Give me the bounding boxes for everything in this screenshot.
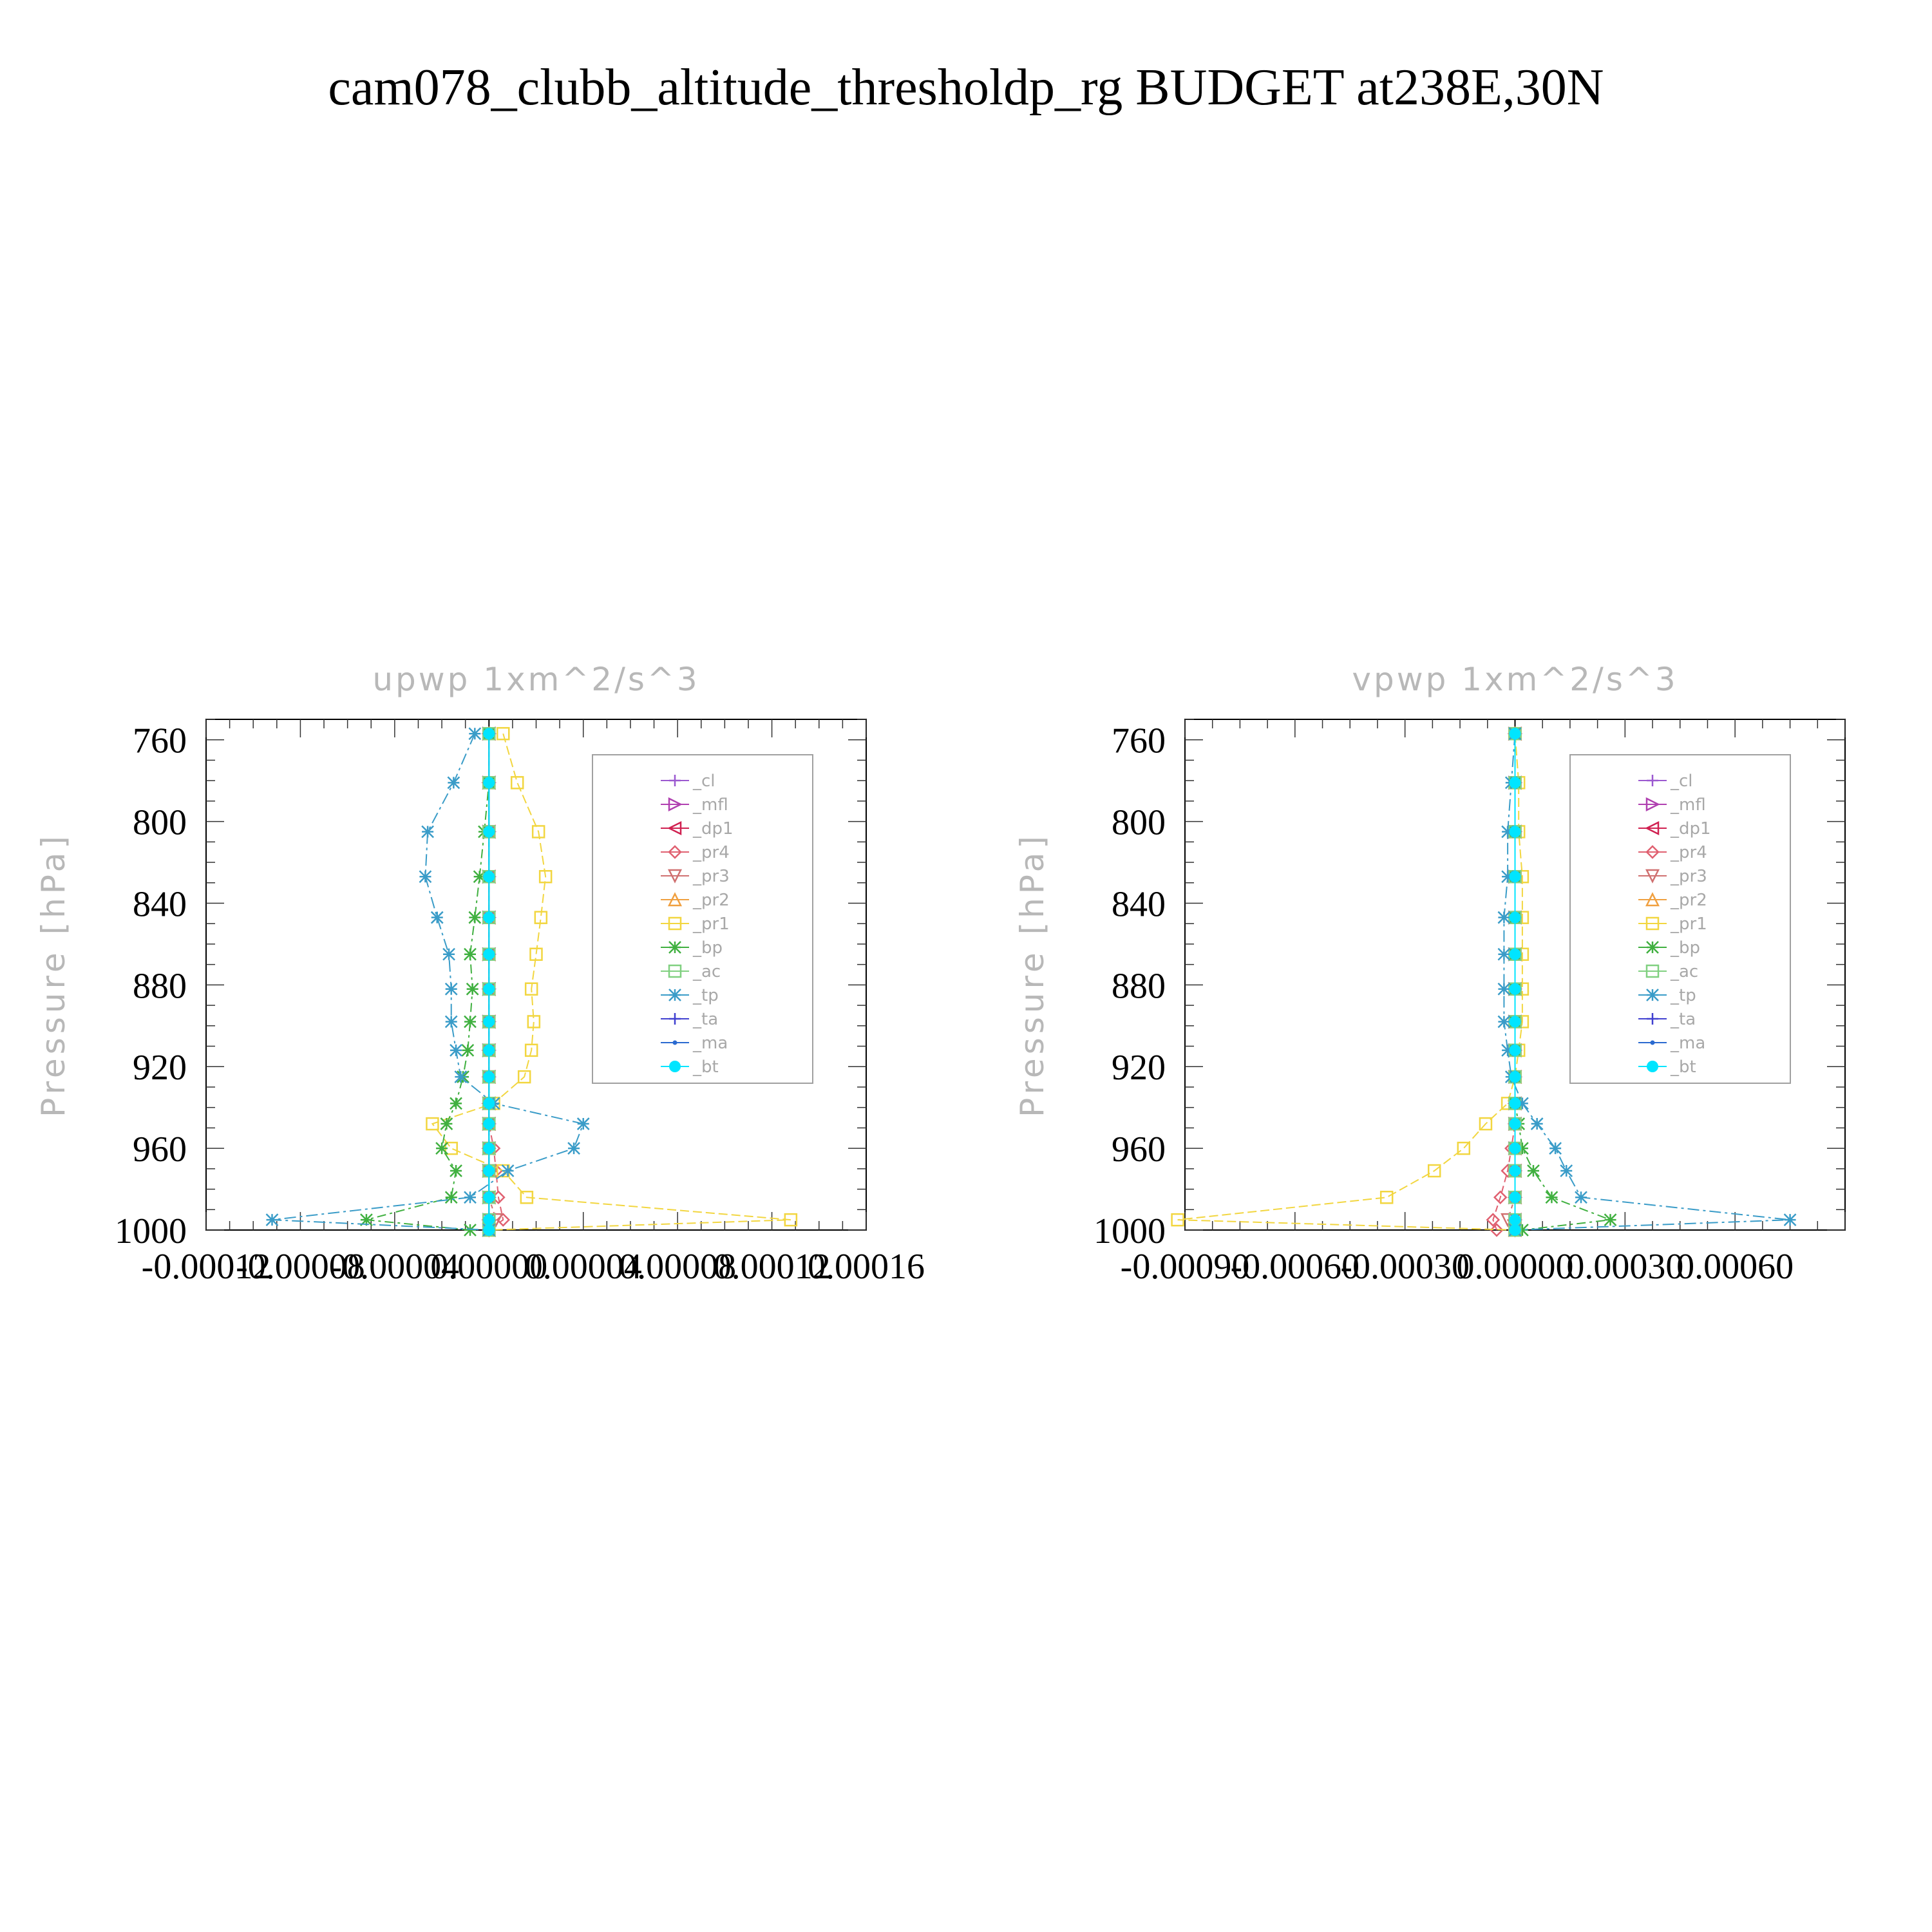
data-point_tp: [568, 1142, 580, 1154]
data-point_bp: [462, 1045, 473, 1056]
data-point_bt: [1510, 912, 1521, 923]
data-point_tp: [578, 1118, 589, 1130]
legend-label_dp1: _dp1: [1671, 819, 1711, 838]
data-point_bt: [1510, 1071, 1521, 1083]
upwp-panel: [35, 661, 925, 1287]
data-point_bp: [450, 1165, 462, 1177]
x-tick-label: 0.00000: [430, 1247, 548, 1287]
data-point_bt: [483, 983, 495, 995]
y-axis-label: Pressure [hPa]: [35, 832, 72, 1117]
y-tick-label: 1000: [115, 1211, 187, 1251]
data-point_bt: [483, 1165, 495, 1177]
legend-label_pr2: _pr2: [693, 891, 730, 910]
data-point_tp: [1531, 1118, 1543, 1130]
data-point_bt: [1510, 826, 1521, 837]
data-point_tp: [422, 826, 433, 837]
legend-label_pr1: _pr1: [1671, 914, 1707, 934]
data-point_bp: [446, 1191, 457, 1203]
series_bp: [361, 728, 495, 1236]
data-point_bt: [1510, 1118, 1521, 1130]
x-tick-label: 0.00016: [808, 1247, 925, 1287]
data-point_bt: [483, 777, 495, 788]
legend-label_mfl: _mfl: [1671, 795, 1706, 815]
legend-label_ma: _ma: [1671, 1034, 1706, 1053]
series_pr4: [483, 728, 509, 1236]
x-tick-label: -0.00012: [141, 1247, 271, 1287]
x-tick-label: -0.00060: [1230, 1247, 1360, 1287]
data-point_bt: [1510, 1165, 1521, 1177]
legend-label_pr1: _pr1: [693, 914, 730, 934]
data-point_tp: [267, 1214, 278, 1226]
legend: [592, 755, 813, 1083]
x-tick-label: -0.00030: [1340, 1247, 1470, 1287]
legend-label_pr4: _pr4: [1671, 843, 1707, 862]
data-point_bt: [483, 1118, 495, 1130]
data-point_bt: [1510, 1045, 1521, 1056]
y-tick-label: 840: [133, 884, 187, 925]
y-tick-label: 920: [133, 1048, 187, 1088]
data-point_bt: [483, 728, 495, 739]
data-point_tp: [469, 728, 480, 739]
y-axis-label: Pressure [hPa]: [1014, 832, 1051, 1117]
legend-marker_tp: [1647, 989, 1658, 1001]
legend-label_dp1: _dp1: [693, 819, 734, 838]
legend-label_ac: _ac: [693, 962, 721, 981]
data-point_tp: [448, 777, 459, 788]
y-tick-label: 880: [1112, 966, 1166, 1007]
data-point_tp: [446, 1016, 457, 1027]
data-point_tp: [455, 1071, 466, 1083]
data-point_tp: [502, 1165, 514, 1177]
legend-label_cl: _cl: [1671, 772, 1693, 791]
series-line_tp: [272, 734, 583, 1230]
y-tick-label: 920: [1112, 1048, 1166, 1088]
data-point_bt: [1510, 777, 1521, 788]
y-tick-label: 760: [1112, 721, 1166, 761]
x-tick-label: 0.00060: [1676, 1247, 1794, 1287]
legend-label_bp: _bp: [1671, 938, 1701, 958]
legend-label_tp: _tp: [1671, 986, 1696, 1005]
data-point_bt: [1510, 1191, 1521, 1203]
data-point_bp: [467, 983, 478, 995]
data-point_bt: [1510, 1016, 1521, 1027]
data-point_bp: [436, 1142, 448, 1154]
page-title: cam078_clubb_altitude_thresholdp_rg BUDGET at238E,30N: [328, 59, 1604, 116]
legend-label_pr3: _pr3: [1671, 867, 1707, 886]
data-point_bt: [1510, 949, 1521, 960]
data-point_bt: [1510, 871, 1521, 882]
legend-marker_bp: [669, 942, 681, 953]
x-tick-label: 0.00012: [713, 1247, 831, 1287]
legend-label_bt: _bt: [693, 1057, 719, 1077]
data-point_bt: [483, 826, 495, 837]
series_pr3: [483, 728, 502, 1236]
y-tick-label: 800: [133, 802, 187, 843]
data-point_bt: [1510, 983, 1521, 995]
data-point_tp: [1498, 983, 1510, 995]
y-tick-label: 880: [133, 966, 187, 1007]
data-point_bp: [469, 912, 480, 923]
data-point_bp: [450, 1097, 462, 1109]
x-tick-label: 0.00004: [524, 1247, 642, 1287]
series-line_pr4: [489, 734, 503, 1230]
data-point_bp: [440, 1118, 452, 1130]
data-point_bp: [464, 1016, 476, 1027]
data-point_tp: [431, 912, 443, 923]
data-point_tp: [1498, 912, 1510, 923]
data-point_tp: [1498, 1016, 1510, 1027]
series_pr1: [1172, 728, 1528, 1236]
data-point_bp: [1605, 1214, 1616, 1226]
data-point_bp: [1528, 1165, 1539, 1177]
data-point_bt: [1510, 1224, 1521, 1236]
legend-marker_ma: [673, 1041, 677, 1045]
series_tp: [267, 728, 589, 1236]
legend-label_cl: _cl: [693, 772, 715, 791]
legend-marker_bt: [669, 1061, 681, 1072]
data-point_bt: [1510, 1214, 1521, 1226]
legend-label_ac: _ac: [1671, 962, 1699, 981]
data-point_bt: [483, 1142, 495, 1154]
series-line_pr3: [1508, 734, 1515, 1230]
data-point_tp: [446, 983, 457, 995]
legend-marker_tp: [669, 989, 681, 1001]
panel-title: upwp 1xm^2/s^3: [372, 661, 700, 698]
legend: [1570, 755, 1790, 1083]
y-tick-label: 960: [133, 1130, 187, 1170]
y-tick-label: 800: [1112, 802, 1166, 843]
y-tick-label: 760: [133, 721, 187, 761]
data-point_bt: [483, 949, 495, 960]
data-point_bt: [483, 1191, 495, 1203]
x-tick-label: 0.00008: [619, 1247, 737, 1287]
legend-label_ta: _ta: [1671, 1010, 1696, 1029]
data-point_pr1: [511, 777, 523, 788]
data-point_tp: [443, 949, 455, 960]
legend-marker_bt: [1647, 1061, 1658, 1072]
vpwp-panel: [1014, 661, 1845, 1287]
data-point_tp: [1560, 1165, 1572, 1177]
data-point_bt: [483, 1097, 495, 1109]
legend-marker_ma: [1651, 1041, 1655, 1045]
data-point_bp: [1546, 1191, 1557, 1203]
data-point_tp: [419, 871, 431, 882]
data-point_bt: [483, 1214, 495, 1226]
series-line_pr1: [1178, 734, 1522, 1230]
legend-label_ma: _ma: [693, 1034, 728, 1053]
y-tick-label: 960: [1112, 1130, 1166, 1170]
data-point_bt: [483, 912, 495, 923]
data-point_tp: [450, 1045, 462, 1056]
legend-label_pr4: _pr4: [693, 843, 730, 862]
data-point_tp: [1498, 949, 1510, 960]
data-point_tp: [1785, 1214, 1796, 1226]
data-point_tp: [1549, 1142, 1561, 1154]
legend-label_pr2: _pr2: [1671, 891, 1707, 910]
legend-label_ta: _ta: [693, 1010, 719, 1029]
legend-label_pr3: _pr3: [693, 867, 730, 886]
data-point_bp: [464, 949, 476, 960]
data-point_bt: [483, 871, 495, 882]
x-tick-label: -0.00004: [330, 1247, 460, 1287]
data-point_tp: [464, 1191, 476, 1203]
legend-label_bp: _bp: [693, 938, 723, 958]
legend-label_mfl: _mfl: [693, 795, 728, 815]
x-tick-label: -0.00008: [236, 1247, 365, 1287]
y-tick-label: 840: [1112, 884, 1166, 925]
y-tick-label: 1000: [1094, 1211, 1166, 1251]
data-point_tp: [1575, 1191, 1587, 1203]
data-point_bp: [464, 1224, 476, 1236]
data-point_bt: [483, 1224, 495, 1236]
data-point_bt: [1510, 1142, 1521, 1154]
x-tick-label: 0.00000: [1456, 1247, 1574, 1287]
data-point_bt: [1510, 728, 1521, 739]
series_bt: [483, 728, 495, 1236]
data-point_bt: [1510, 1097, 1521, 1109]
data-point_bt: [483, 1016, 495, 1027]
x-tick-label: 0.00030: [1566, 1247, 1684, 1287]
data-point_bt: [483, 1071, 495, 1083]
legend-marker_bp: [1647, 942, 1658, 953]
legend-label_bt: _bt: [1671, 1057, 1696, 1077]
series_pr3: [1502, 728, 1520, 1236]
panel-title: vpwp 1xm^2/s^3: [1352, 661, 1678, 698]
series-line_bp: [366, 734, 489, 1230]
legend-label_tp: _tp: [693, 986, 719, 1005]
data-point_bt: [483, 1045, 495, 1056]
x-tick-label: -0.00090: [1120, 1247, 1250, 1287]
